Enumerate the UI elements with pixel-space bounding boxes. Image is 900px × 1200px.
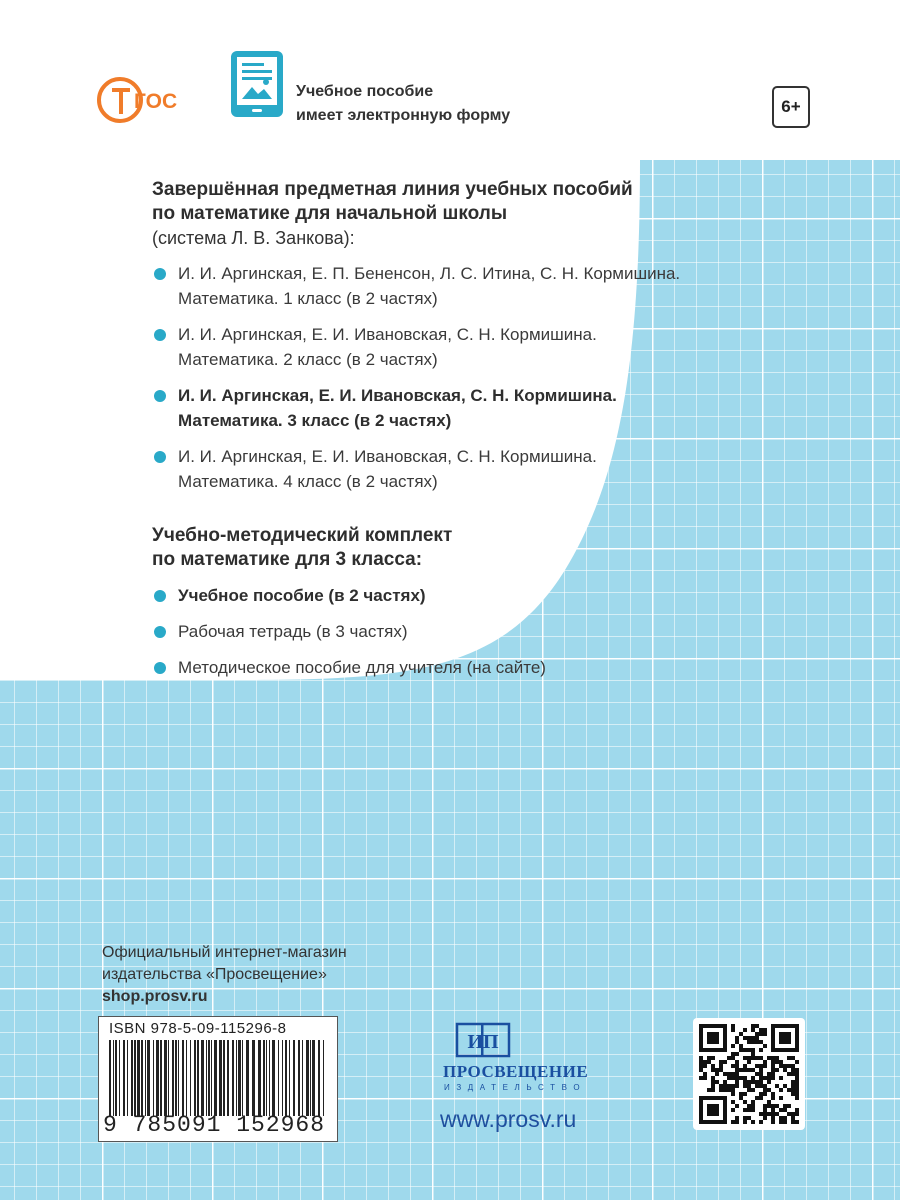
series-section [152,178,772,680]
ean-number: 9 785091 152968 [103,1112,326,1138]
series-item-title: Математика. 2 класс (в 2 частях) [178,350,438,369]
barcode-bars-icon [109,1040,327,1116]
bullet-icon [154,451,166,463]
series-item [152,322,772,372]
bullet-icon [154,626,166,638]
shop-info [102,942,347,1008]
series-item-title: Математика. 4 класс (в 2 частях) [178,472,438,491]
fgos-logo-text: ГОС [134,90,178,113]
series-heading-line1: Завершённая предметная линия учебных пособий [152,179,633,200]
kit-heading-line2: по математике для 3 класса: [152,549,423,570]
age-rating-badge: 6+ [772,86,810,128]
fgos-logo-icon [96,68,196,128]
publisher-subtitle: ИЗДАТЕЛЬСТВО [444,1083,587,1092]
kit-section [152,524,772,680]
qr-code-icon [699,1024,799,1124]
electronic-form-line1: Учебное пособие [296,83,434,100]
series-item-authors: И. И. Аргинская, Е. И. Ивановская, С. Н. Кормишина. [178,386,617,405]
barcode [98,1016,338,1142]
kit-list [152,583,772,680]
series-item [152,444,772,494]
kit-item-label: Учебное пособие (в 2 частях) [178,586,426,605]
bullet-icon [154,329,166,341]
series-list [152,261,772,494]
series-item-title: Математика. 1 класс (в 2 частях) [178,289,438,308]
series-item-authors: И. И. Аргинская, Е. И. Ивановская, С. Н. Кормишина. [178,325,597,344]
series-item [152,261,772,311]
qr-code [693,1018,805,1130]
tablet-icon [228,48,286,120]
shop-line1: Официальный интернет-магазин [102,944,347,961]
publisher-website: www.prosv.ru [440,1106,577,1132]
shop-line2: издательства «Просвещение» [102,966,327,983]
isbn-label: ISBN 978-5-09-115296-8 [109,1020,287,1037]
kit-item [152,619,772,644]
kit-heading-line1: Учебно-методический комплект [152,525,453,546]
electronic-form-notice [296,80,510,128]
shop-url: shop.prosv.ru [102,988,208,1005]
publisher-logo-letters: ИП [467,1031,499,1053]
series-item-title: Математика. 3 класс (в 2 частях) [178,411,452,430]
kit-item [152,655,772,680]
electronic-form-line2: имеет электронную форму [296,107,511,124]
bullet-icon [154,662,166,674]
bullet-icon [154,390,166,402]
series-item-current [152,383,772,433]
publisher-logo-icon [455,1022,511,1058]
bullet-icon [154,268,166,280]
kit-item-label: Методическое пособие для учителя (на сайте) [178,658,546,677]
bullet-icon [154,590,166,602]
series-item-authors: И. И. Аргинская, Е. П. Бененсон, Л. С. Итина, С. Н. Кормишина. [178,264,681,283]
publisher-name: ПРОСВЕЩЕНИЕ [443,1062,589,1081]
series-subheading: (система Л. В. Занкова): [152,228,355,248]
kit-item [152,583,772,608]
kit-item-label: Рабочая тетрадь (в 3 частях) [178,622,408,641]
series-heading-line2: по математике для начальной школы [152,203,508,224]
series-item-authors: И. И. Аргинская, Е. И. Ивановская, С. Н. Кормишина. [178,447,597,466]
